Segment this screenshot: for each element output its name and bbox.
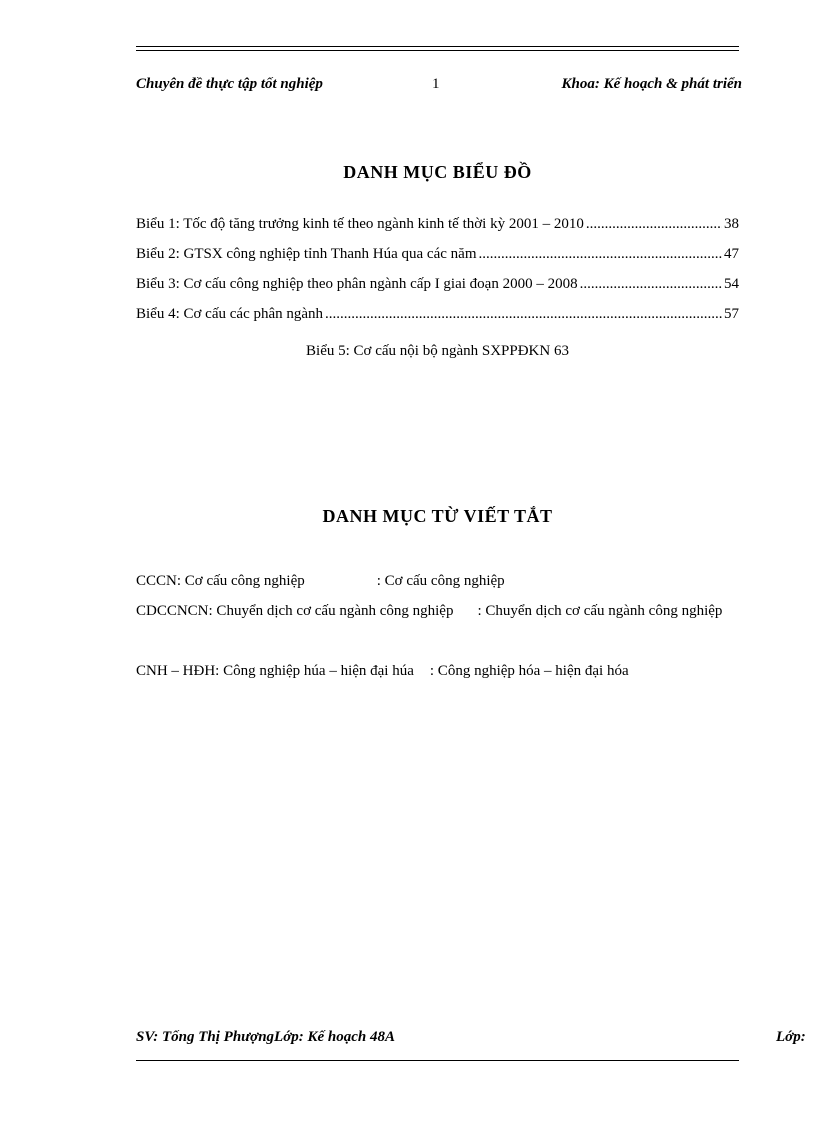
abbreviation-entry [136,596,739,626]
abbreviation-meaning: : Công nghiệp hóa – hiện đại hóa [429,663,629,679]
toc-entry [136,276,739,296]
toc-leader-dots [586,216,722,233]
page-number: 1 [432,76,440,92]
abbreviation-entry [136,566,739,596]
abbreviations-list-title: DANH MỤC TỪ VIẾT TẮT [322,506,553,526]
abbreviation-term: CNH – HĐH: Công nghiệp húa – hiện đại húa [136,663,414,679]
toc-leader-dots [580,276,722,293]
abbreviation-meaning: : Chuyển dịch cơ cấu ngành công nghiệp [477,603,723,619]
toc-entry [136,246,739,266]
toc-entry-label: Biểu 3: Cơ cấu công nghiệp theo phân ngành cấp I giai đoạn 2000 – 2008 [136,276,578,292]
toc-entry-page: 38 [724,216,739,232]
footer-rule [136,1060,739,1061]
toc-entry-page: 57 [724,306,739,322]
charts-list-title: DANH MỤC BIỂU ĐỒ [343,162,532,182]
footer-student-info: SV: Tống Thị PhượngLớp: Kế hoạch 48A [136,1029,396,1045]
toc-entry-centered: Biểu 5: Cơ cấu nội bộ ngành SXPPĐKN 63 [306,343,569,359]
footer-class-label: Lớp: [776,1029,806,1045]
toc-entry-label: Biểu 2: GTSX công nghiệp tỉnh Thanh Húa qua các năm [136,246,477,262]
abbreviation-entry [136,656,739,686]
toc-entry-page: 47 [724,246,739,262]
toc-leader-dots [478,246,722,263]
header-faculty: Khoa: Kế hoạch & phát triển [561,76,742,92]
toc-leader-dots [325,306,722,323]
toc-entry [136,306,739,326]
toc-entry-label: Biểu 4: Cơ cấu các phân ngành [136,306,324,322]
page-header [136,76,742,96]
page-footer [136,1029,816,1049]
toc-entry [136,216,739,236]
toc-entry-page: 54 [724,276,739,292]
header-document-type: Chuyên đề thực tập tốt nghiệp [136,76,323,92]
header-double-rule [136,46,739,51]
toc-entry-label: Biểu 1: Tốc độ tăng trưởng kinh tế theo ngành kinh tế thời kỳ 2001 – 2010 [136,216,584,232]
abbreviation-term: CDCCNCN: Chuyển dịch cơ cấu ngành công nghiệp [136,603,454,619]
abbreviation-term: CCCN: Cơ cấu công nghiệp [136,573,305,589]
abbreviation-meaning: : Cơ cấu công nghiệp [376,573,505,589]
